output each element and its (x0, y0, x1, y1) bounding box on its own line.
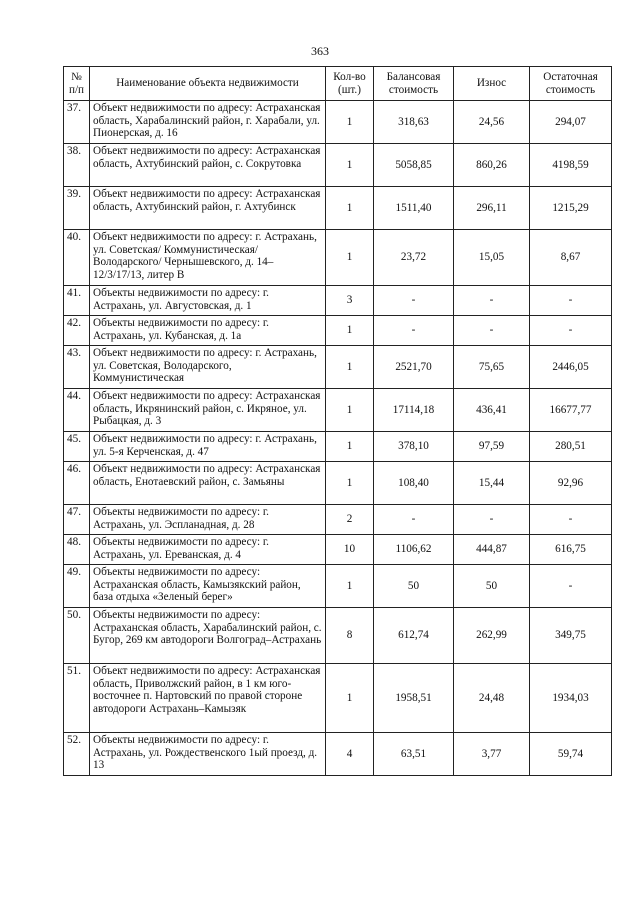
row-residual: 8,67 (530, 230, 612, 286)
row-name: Объекты недвижимости по адресу: г. Астрахань, ул. Кубанская, д. 1а (90, 316, 326, 346)
row-residual: 2446,05 (530, 346, 612, 389)
row-residual: - (530, 286, 612, 316)
header-num: № п/п (64, 67, 90, 101)
table-row (64, 286, 612, 316)
row-wear: 50 (454, 565, 530, 608)
table-row (64, 608, 612, 664)
row-qty: 1 (326, 565, 374, 608)
row-balance: 2521,70 (374, 346, 454, 389)
row-residual: 92,96 (530, 462, 612, 505)
row-wear: 860,26 (454, 144, 530, 187)
row-wear: - (454, 316, 530, 346)
row-residual: 4198,59 (530, 144, 612, 187)
row-num: 44. (64, 389, 90, 432)
table-row (64, 316, 612, 346)
row-balance: 5058,85 (374, 144, 454, 187)
row-num: 42. (64, 316, 90, 346)
row-residual: 16677,77 (530, 389, 612, 432)
table-row (64, 664, 612, 733)
row-wear: 3,77 (454, 733, 530, 776)
row-qty: 4 (326, 733, 374, 776)
row-name: Объект недвижимости по адресу: Астраханская область, Харабалинский район, г. Харабали, ул. Пионерская, д. 16 (90, 101, 326, 144)
row-balance: 612,74 (374, 608, 454, 664)
table-row (64, 187, 612, 230)
row-wear: 436,41 (454, 389, 530, 432)
header-name: Наименование объекта недвижимости (90, 67, 326, 101)
header-qty: Кол-во (шт.) (326, 67, 374, 101)
row-num: 50. (64, 608, 90, 664)
row-wear: 97,59 (454, 432, 530, 462)
row-num: 40. (64, 230, 90, 286)
row-num: 49. (64, 565, 90, 608)
page-number: 363 (311, 44, 329, 58)
row-wear: 262,99 (454, 608, 530, 664)
row-num: 48. (64, 535, 90, 565)
property-table (63, 66, 612, 776)
table-row (64, 101, 612, 144)
row-name: Объекты недвижимости по адресу: Астраханская область, Харабалинский район, с. Бугор, 269 км автодороги Волгоград–Астрахань (90, 608, 326, 664)
table-row (64, 346, 612, 389)
header-wear: Износ (454, 67, 530, 101)
row-balance: - (374, 286, 454, 316)
row-balance: 17114,18 (374, 389, 454, 432)
table-row (64, 535, 612, 565)
row-num: 51. (64, 664, 90, 733)
row-qty: 1 (326, 664, 374, 733)
row-qty: 3 (326, 286, 374, 316)
row-name: Объект недвижимости по адресу: Астраханская область, Ахтубинский район, с. Сокрутовка (90, 144, 326, 187)
row-name: Объект недвижимости по адресу: Астраханская область, Икрянинский район, с. Икряное, ул. Рыбацкая, д. 3 (90, 389, 326, 432)
row-name: Объект недвижимости по адресу: г. Астрахань, ул. 5-я Керченская, д. 47 (90, 432, 326, 462)
row-wear: - (454, 286, 530, 316)
row-residual: 294,07 (530, 101, 612, 144)
row-name: Объект недвижимости по адресу: Астраханская область, Енотаевский район, с. Замьяны (90, 462, 326, 505)
row-residual: 1215,29 (530, 187, 612, 230)
row-qty: 10 (326, 535, 374, 565)
row-qty: 1 (326, 389, 374, 432)
row-wear: 15,05 (454, 230, 530, 286)
row-name: Объекты недвижимости по адресу: г. Астрахань, ул. Ереванская, д. 4 (90, 535, 326, 565)
header-balance: Балансовая стоимость (374, 67, 454, 101)
table-row (64, 230, 612, 286)
row-balance: 63,51 (374, 733, 454, 776)
row-name: Объекты недвижимости по адресу: г. Астрахань, ул. Эспланадная, д. 28 (90, 505, 326, 535)
row-residual: - (530, 565, 612, 608)
row-balance: 1511,40 (374, 187, 454, 230)
row-wear: 15,44 (454, 462, 530, 505)
row-wear: 24,56 (454, 101, 530, 144)
row-qty: 1 (326, 101, 374, 144)
row-balance: - (374, 316, 454, 346)
table-row (64, 733, 612, 776)
row-name: Объекты недвижимости по адресу: Астраханская область, Камызякский район, база отдыха «Зеленый берег» (90, 565, 326, 608)
row-balance: 378,10 (374, 432, 454, 462)
row-balance: 1958,51 (374, 664, 454, 733)
row-balance: 318,63 (374, 101, 454, 144)
row-num: 38. (64, 144, 90, 187)
row-num: 52. (64, 733, 90, 776)
row-num: 46. (64, 462, 90, 505)
row-residual: 616,75 (530, 535, 612, 565)
row-qty: 2 (326, 505, 374, 535)
row-residual: 349,75 (530, 608, 612, 664)
row-num: 41. (64, 286, 90, 316)
row-num: 45. (64, 432, 90, 462)
table-row (64, 144, 612, 187)
row-residual: - (530, 316, 612, 346)
row-balance: 1106,62 (374, 535, 454, 565)
row-qty: 1 (326, 346, 374, 389)
row-qty: 8 (326, 608, 374, 664)
row-qty: 1 (326, 144, 374, 187)
row-name: Объект недвижимости по адресу: г. Астрахань, ул. Советская, Володарского, Коммунистическая (90, 346, 326, 389)
row-name: Объекты недвижимости по адресу: г. Астрахань, ул. Рождественского 1ый проезд, д. 13 (90, 733, 326, 776)
table-header-row (64, 67, 612, 101)
row-num: 37. (64, 101, 90, 144)
header-residual: Остаточная стоимость (530, 67, 612, 101)
row-balance: 23,72 (374, 230, 454, 286)
table-row (64, 389, 612, 432)
row-qty: 1 (326, 316, 374, 346)
row-residual: - (530, 505, 612, 535)
row-wear: 24,48 (454, 664, 530, 733)
row-name: Объект недвижимости по адресу: Астраханская область, Ахтубинский район, г. Ахтубинск (90, 187, 326, 230)
table-row (64, 462, 612, 505)
row-name: Объект недвижимости по адресу: Астраханская область, Приволжский район, в 1 км юго-восточнее п. Нартовский по правой стороне автодороги Астрахань–Камызяк (90, 664, 326, 733)
row-num: 43. (64, 346, 90, 389)
row-qty: 1 (326, 432, 374, 462)
row-residual: 280,51 (530, 432, 612, 462)
row-residual: 1934,03 (530, 664, 612, 733)
row-name: Объект недвижимости по адресу: г. Астрахань, ул. Советская/ Коммунистическая/Володарского/ Чернышевского, д. 14–12/3/17/13, литер В (90, 230, 326, 286)
row-balance: 108,40 (374, 462, 454, 505)
row-wear: 444,87 (454, 535, 530, 565)
table-row (64, 432, 612, 462)
row-wear: - (454, 505, 530, 535)
row-residual: 59,74 (530, 733, 612, 776)
row-num: 47. (64, 505, 90, 535)
row-wear: 296,11 (454, 187, 530, 230)
row-name: Объекты недвижимости по адресу: г. Астрахань, ул. Августовская, д. 1 (90, 286, 326, 316)
table-row (64, 505, 612, 535)
row-num: 39. (64, 187, 90, 230)
row-balance: 50 (374, 565, 454, 608)
row-wear: 75,65 (454, 346, 530, 389)
row-qty: 1 (326, 187, 374, 230)
row-balance: - (374, 505, 454, 535)
row-qty: 1 (326, 230, 374, 286)
row-qty: 1 (326, 462, 374, 505)
table-row (64, 565, 612, 608)
